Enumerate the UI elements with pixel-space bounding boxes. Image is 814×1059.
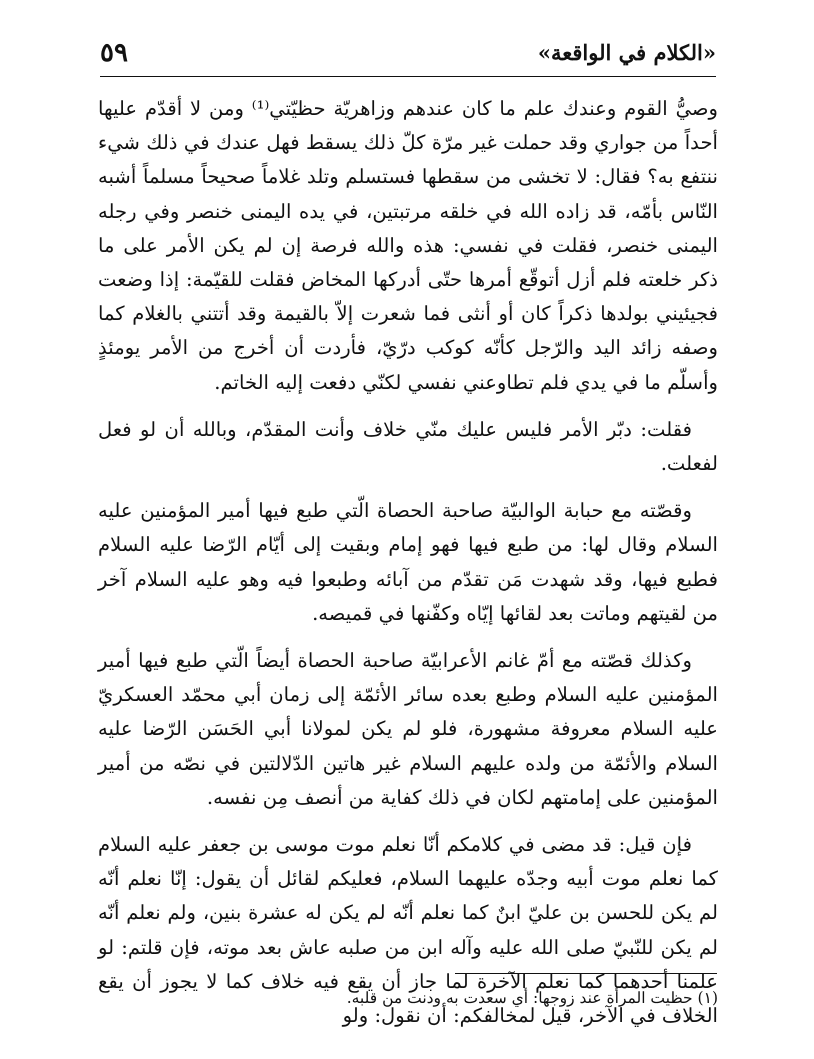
footnote-rule [455, 973, 717, 974]
body-text [98, 92, 718, 1046]
footnote: (١) حظيت المرأة عند زوجها: أي سعدت به ودنت من قلبه. [346, 989, 718, 1007]
page-number: ٥٩ [100, 38, 128, 68]
paragraph-5: فإن قيل: قد مضى في كلامكم أنّا نعلم موت موسى بن جعفر عليه السلام كما نعلم موت أبيه وجدّه عليهما السلام، فعليكم لقائل أن يقول: إنّا نعلم أنّه لم يكن للحسن بن عليّ ابنٌ كما نعلم أنّه لم يكن له عشرة بنين، ولم نعلم أنّه لم يكن للنّبيّ صلى الله عليه وآله ابن من صلبه عاش بعد موته، فإن قلتم: لو علمنا أحدهما كما نعلم الآخرة لما جاز أن يقع فيه خلاف كما لا يجوز أن يقع الخلاف في الآخر، قيل لمخالفكم: أن نقول: ولو [98, 833, 718, 1028]
header-rule [100, 76, 716, 77]
paragraph-2: فقلت: دبّر الأمر فليس عليك منّي خلاف وأنت المقدّم، وبالله أن لو فعل لفعلت. [98, 417, 718, 476]
running-header [100, 40, 716, 74]
paragraph-3: وقصّته مع حبابة الوالبيّة صاحبة الحصاة الّتي طبع فيها أمير المؤمنين عليه السلام وقال لها: من طبع فيها فهو إمام وبقيت إلى أيّام الرّضا عليه السلام فطبع فيها، وقد شهدت مَن تقدّم من آبائه وطبعوا فيه وهو عليه السلام آخر من لقيتهم وماتت بعد لقائها إيّاه وكفّنها في قميصه. [98, 499, 718, 625]
running-title: «الكلام في الواقعة» [537, 40, 716, 65]
paragraph-4: وكذلك قصّته مع أمّ غانم الأعرابيّة صاحبة الحصاة أيضاً الّتي طبع فيها أمير المؤمنين عليه السلام وطبع بعده سائر الأئمّة إلى زمان أبي محمّد العسكريّ عليه السلام معروفة مشهورة، فلو لم يكن لمولانا أبي الحَسَن الرّضا عليه السلام والأئمّة من ولده عليهم السلام غير هاتين الدّلالتين في نصّه من أمير المؤمنين على إمامتهم لكان في ذلك كفاية من أنصف مِن نفسه. [98, 649, 718, 809]
paragraph-1: وصيُّ القوم وعندك علم ما كان عندهم وزاهريّة حظيّتي⁽¹⁾ ومن لا أقدّم عليها أحداً من جواري وقد حملت غير مرّة كلّ ذلك يسقط فهل عندك في ذلك شيء ننتفع به؟ فقال: لا تخشى من سقطها فستسلم وتلد غلاماً صحيحاً مسلماً أشبه النّاس بأمّه، قد زاده الله في خلقه مرتبتين، في يده اليمنى خنصر وفي رجله اليمنى خنصر، فقلت في نفسي: هذه والله فرصة إن لم يكن الأمر على ما ذكر خلعته فلم أزل أتوقّع أمرها حتّى أدركها المخاض فقلت للقيّمة: إذا وضعت فجيئيني بولدها ذكراً كان أو أنثى فما شعرت إلاّ بالقيمة وقد أتتني بالغلام كما وصفه زائد اليد والرّجل كأنّه كوكب درّيّ، فأردت أن أخرج من الأمر يومئذٍ وأسلّم ما في يدي فلم تطاوعني نفسي لكنّي دفعت إليه الخاتم. [98, 97, 718, 394]
